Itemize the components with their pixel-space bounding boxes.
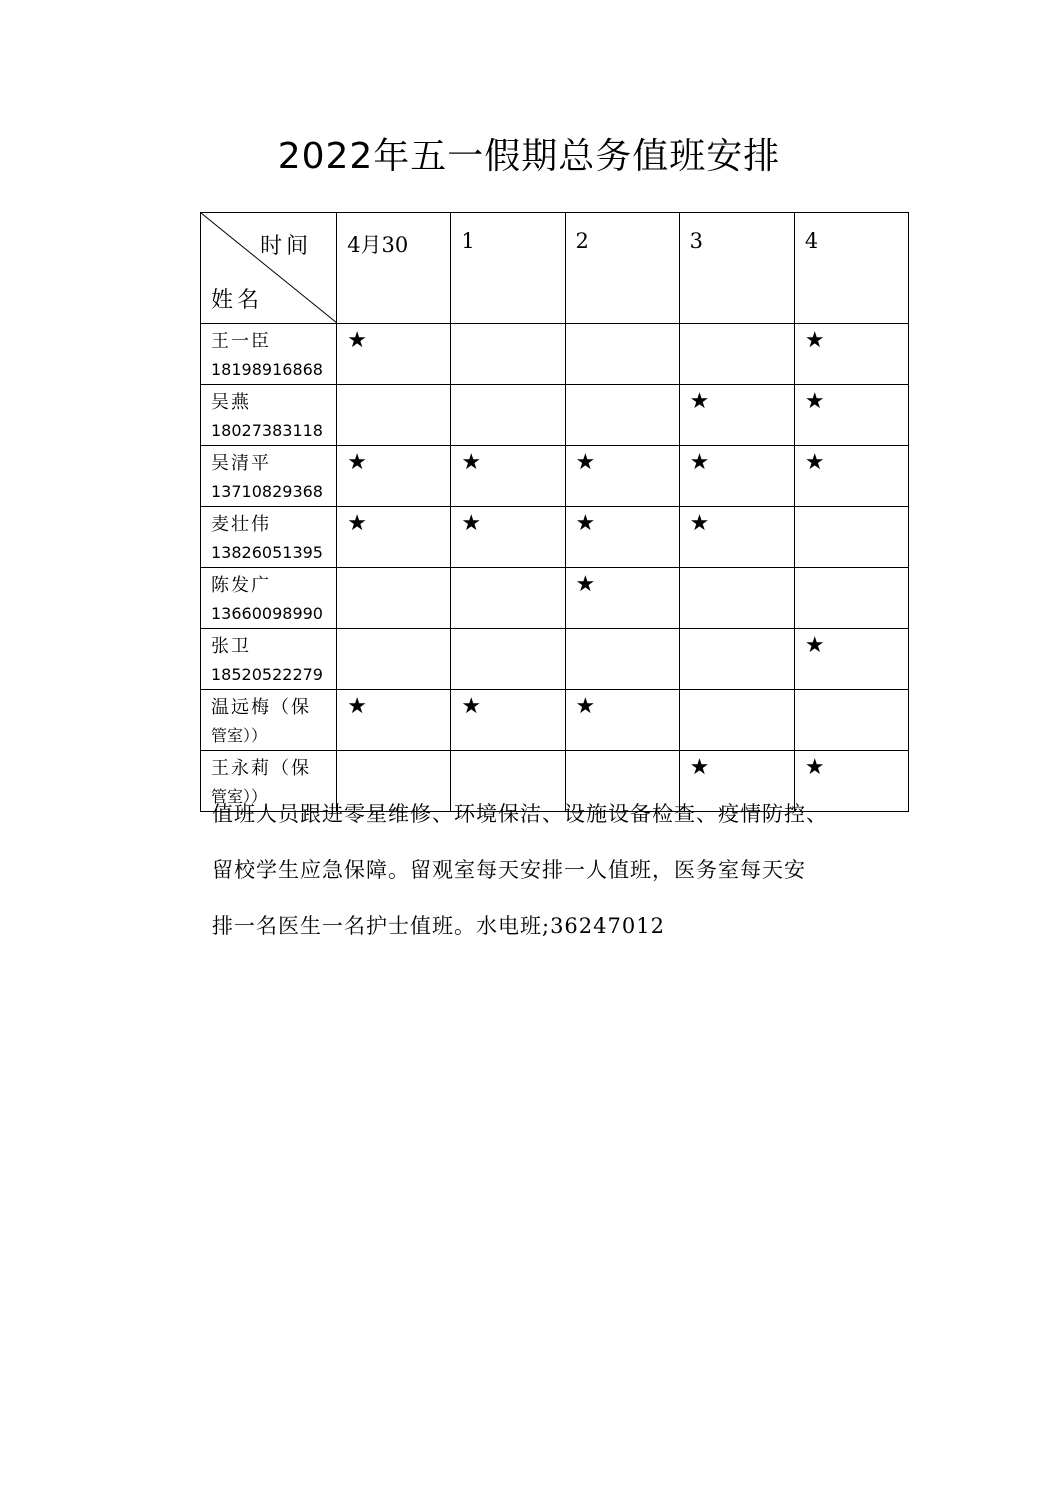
duty-star-icon: ★ [347, 450, 367, 475]
duty-cell [451, 385, 565, 446]
duty-cell [337, 629, 451, 690]
duty-note [212, 786, 912, 954]
duty-cell [794, 324, 908, 385]
duty-cell [565, 507, 679, 568]
duty-cell [337, 446, 451, 507]
page-title: 2022年五一假期总务值班安排 [277, 136, 781, 177]
person-name: 温远梅（保 [211, 697, 311, 718]
person-cell [201, 507, 337, 568]
note-line: 留校学生应急保障。留观室每天安排一人值班，医务室每天安 [212, 858, 806, 882]
duty-cell [337, 324, 451, 385]
person-name: 麦壮伟 [211, 514, 271, 535]
duty-star-icon: ★ [689, 450, 710, 475]
duty-cell [794, 690, 908, 751]
duty-cell [565, 629, 679, 690]
table-row [201, 507, 909, 568]
person-cell [201, 568, 337, 629]
table-row [201, 446, 909, 507]
duty-cell [565, 568, 679, 629]
corner-label-name: 姓名 [211, 288, 264, 313]
duty-star-icon: ★ [804, 450, 825, 475]
duty-star-icon: ★ [689, 755, 710, 780]
duty-star-icon: ★ [575, 511, 596, 536]
person-cell [201, 324, 337, 385]
person-cell [201, 690, 337, 751]
duty-star-icon: ★ [804, 755, 825, 780]
person-phone: 13660098990 [211, 604, 323, 623]
duty-star-icon: ★ [575, 572, 596, 597]
duty-cell [794, 446, 908, 507]
date-label: 1 [461, 229, 475, 253]
person-name: 吴清平 [211, 453, 271, 474]
duty-cell [337, 690, 451, 751]
person-cell [201, 446, 337, 507]
duty-cell [451, 629, 565, 690]
duty-star-icon: ★ [804, 389, 825, 414]
date-label: 3 [689, 229, 704, 253]
duty-star-icon: ★ [689, 389, 710, 414]
date-header [565, 213, 679, 324]
duty-cell [679, 385, 794, 446]
duty-cell [679, 324, 794, 385]
duty-cell [679, 507, 794, 568]
date-header [451, 213, 565, 324]
duty-star-icon: ★ [461, 511, 482, 536]
duty-cell [679, 446, 794, 507]
duty-cell [679, 568, 794, 629]
date-header [337, 213, 451, 324]
person-phone: 18027383118 [211, 421, 323, 440]
date-header [794, 213, 908, 324]
duty-star-icon: ★ [575, 694, 596, 719]
person-phone: 18520522279 [211, 665, 323, 684]
duty-cell [337, 568, 451, 629]
person-cell [201, 385, 337, 446]
duty-cell [565, 324, 679, 385]
person-name: 吴燕 [211, 392, 251, 413]
header-corner-cell [201, 213, 337, 324]
duty-cell [451, 324, 565, 385]
duty-cell [794, 629, 908, 690]
person-phone: 13710829368 [211, 482, 323, 501]
duty-star-icon: ★ [461, 694, 482, 719]
duty-cell [794, 507, 908, 568]
date-header [679, 213, 794, 324]
duty-cell [337, 385, 451, 446]
duty-star-icon: ★ [347, 511, 367, 536]
duty-cell [337, 507, 451, 568]
table-row [201, 568, 909, 629]
table-row [201, 629, 909, 690]
header-row [201, 213, 909, 324]
duty-cell [565, 690, 679, 751]
duty-cell [565, 385, 679, 446]
table-row [201, 324, 909, 385]
table-row [201, 385, 909, 446]
person-name: 王一臣 [211, 331, 271, 352]
duty-cell [794, 568, 908, 629]
duty-cell [451, 568, 565, 629]
duty-cell [565, 446, 679, 507]
note-line: 排一名医生一名护士值班。水电班;36247012 [212, 914, 665, 938]
duty-star-icon: ★ [347, 328, 367, 353]
duty-star-icon: ★ [461, 450, 482, 475]
date-label: 4 [804, 229, 819, 253]
duty-cell [451, 446, 565, 507]
person-name: 王永莉（保 [211, 758, 311, 779]
duty-cell [451, 690, 565, 751]
duty-star-icon: ★ [804, 633, 825, 658]
duty-cell [794, 385, 908, 446]
date-label: 4月30 [347, 233, 409, 257]
person-phone: 管室）） [211, 787, 268, 806]
person-phone: 管室）） [211, 726, 268, 745]
person-cell [201, 629, 337, 690]
duty-star-icon: ★ [689, 511, 710, 536]
corner-label-time: 时间 [260, 234, 313, 259]
duty-cell [679, 690, 794, 751]
duty-star-icon: ★ [804, 328, 825, 353]
person-phone: 13826051395 [211, 543, 323, 562]
duty-cell [679, 629, 794, 690]
duty-table [200, 212, 909, 812]
duty-cell [451, 507, 565, 568]
note-line: 值班人员跟进零星维修、环境保洁、设施设备检查、疫情防控、 [212, 802, 828, 826]
duty-star-icon: ★ [575, 450, 596, 475]
date-label: 2 [575, 229, 589, 253]
duty-star-icon: ★ [347, 694, 367, 719]
person-phone: 18198916868 [211, 360, 323, 379]
person-name: 陈发广 [211, 575, 271, 596]
person-name: 张卫 [211, 636, 251, 657]
table-row [201, 690, 909, 751]
